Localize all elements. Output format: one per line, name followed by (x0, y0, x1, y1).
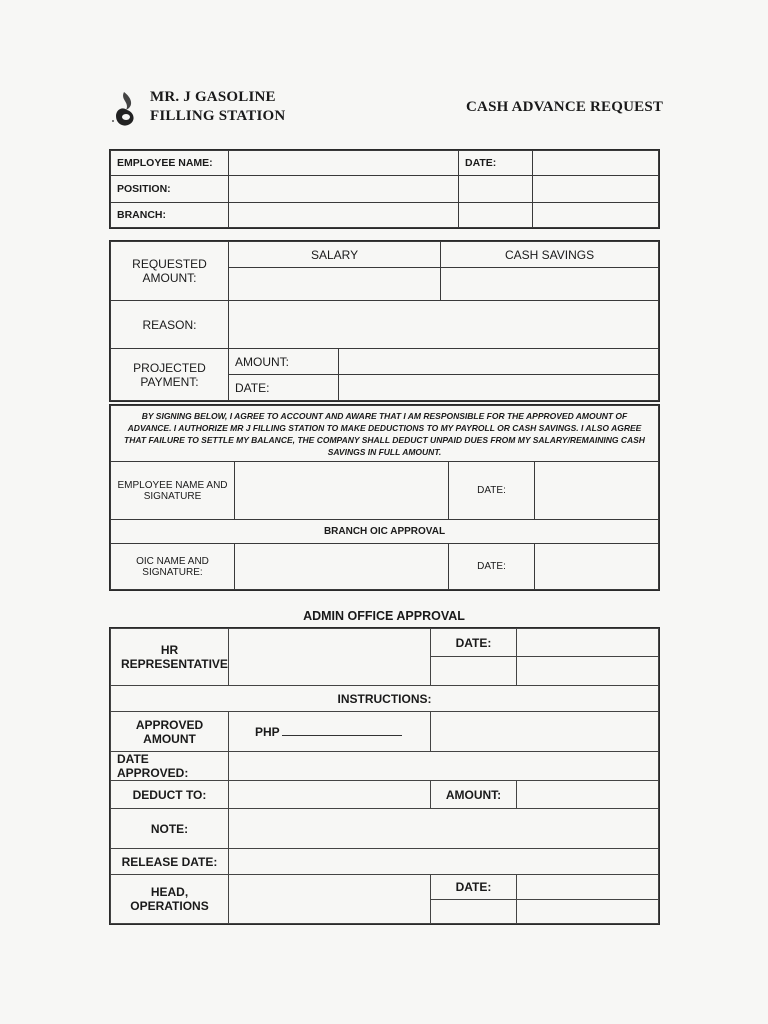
agreement-text: BY SIGNING BELOW, I AGREE TO ACCOUNT AND AWARE THAT I AM RESPONSIBLE FOR THE APPROVED AMOUNT OF ADVANCE. I AUTHORIZE MR J FILLING STATION TO MAKE DEDUCTIONS TO MY PAYROLL OR CASH SAVINGS. I ALSO AGREE THAT FAILURE TO SETTLE MY BALANCE, THE COMPANY SHALL DEDUCT UNPAID DUES FROM MY SALARY/REMAINING CASH SAVINGS IN FULL AMOUNT. (111, 406, 659, 462)
salary-amount-field[interactable] (229, 268, 441, 301)
hr-date-field[interactable] (517, 629, 659, 657)
reason-field[interactable] (229, 301, 659, 349)
note-field[interactable] (229, 809, 659, 849)
employee-name-label: EMPLOYEE NAME: (111, 151, 229, 176)
employee-info-table (110, 150, 659, 228)
approved-amount-extra-field[interactable] (431, 712, 659, 752)
head-extra-field[interactable] (431, 900, 517, 924)
admin-approval-table (110, 628, 659, 924)
salary-label: SALARY (229, 242, 441, 268)
deduct-to-field[interactable] (229, 781, 431, 809)
deduct-amount-field[interactable] (517, 781, 659, 809)
employee-signature-date-field[interactable] (535, 462, 659, 520)
request-table (110, 241, 659, 401)
hr-representative-label: HR REPRESENTATIVE (111, 629, 229, 686)
hr-date-label: DATE: (431, 629, 517, 657)
hr-representative-field[interactable] (229, 629, 431, 686)
date-label: DATE: (459, 151, 533, 176)
head-operations-field[interactable] (229, 875, 431, 924)
admin-office-approval-title: ADMIN OFFICE APPROVAL (303, 609, 465, 623)
position-label: POSITION: (111, 176, 229, 203)
instructions-label: INSTRUCTIONS: (111, 686, 659, 712)
date-approved-field[interactable] (229, 752, 659, 781)
hr-extra-field-2[interactable] (517, 657, 659, 686)
projected-payment-label: PROJECTED PAYMENT: (111, 349, 229, 401)
head-operations-label: HEAD, OPERATIONS (111, 875, 229, 924)
position-extra-field[interactable] (459, 176, 533, 203)
oic-signature-field[interactable] (235, 544, 449, 590)
date-approved-label: DATE APPROVED: (111, 752, 229, 781)
oic-date-field[interactable] (535, 544, 659, 590)
head-extra-field-2[interactable] (517, 900, 659, 924)
employee-signature-date-label: DATE: (449, 462, 535, 520)
cash-savings-amount-field[interactable] (441, 268, 659, 301)
php-label: PHP (255, 724, 280, 739)
head-date-label: DATE: (431, 875, 517, 900)
projected-date-field[interactable] (339, 375, 659, 401)
branch-extra-field[interactable] (459, 203, 533, 228)
position-field[interactable] (229, 176, 459, 203)
company-name (150, 88, 285, 126)
projected-amount-field[interactable] (339, 349, 659, 375)
oic-date-label: DATE: (449, 544, 535, 590)
approved-amount-field[interactable] (229, 712, 431, 752)
projected-date-label: DATE: (229, 375, 339, 401)
release-date-field[interactable] (229, 849, 659, 875)
employee-signature-label: EMPLOYEE NAME AND SIGNATURE (111, 462, 235, 520)
note-label: NOTE: (111, 809, 229, 849)
requested-amount-label: REQUESTED AMOUNT: (111, 242, 229, 301)
branch-label: BRANCH: (111, 203, 229, 228)
approved-amount-label: APPROVED AMOUNT (111, 712, 229, 752)
employee-name-field[interactable] (229, 151, 459, 176)
company-name-line2: FILLING STATION (150, 108, 286, 124)
employee-signature-field[interactable] (235, 462, 449, 520)
flame-drop-logo-icon (110, 88, 142, 128)
deduct-amount-label: AMOUNT: (431, 781, 517, 809)
reason-label: REASON: (111, 301, 229, 349)
release-date-label: RELEASE DATE: (111, 849, 229, 875)
cash-savings-label: CASH SAVINGS (441, 242, 659, 268)
branch-extra-field-2[interactable] (533, 203, 659, 228)
form-title: CASH ADVANCE REQUEST (466, 99, 664, 115)
agreement-table (110, 405, 659, 590)
branch-oic-approval-label: BRANCH OIC APPROVAL (111, 520, 659, 544)
projected-amount-label: AMOUNT: (229, 349, 339, 375)
position-extra-field-2[interactable] (533, 176, 659, 203)
branch-field[interactable] (229, 203, 459, 228)
deduct-to-label: DEDUCT TO: (111, 781, 229, 809)
head-date-field[interactable] (517, 875, 659, 900)
hr-extra-field[interactable] (431, 657, 517, 686)
company-name-line1: MR. J GASOLINE (150, 89, 276, 105)
oic-signature-label: OIC NAME AND SIGNATURE: (111, 544, 235, 590)
date-field[interactable] (533, 151, 659, 176)
php-underline (282, 725, 402, 736)
